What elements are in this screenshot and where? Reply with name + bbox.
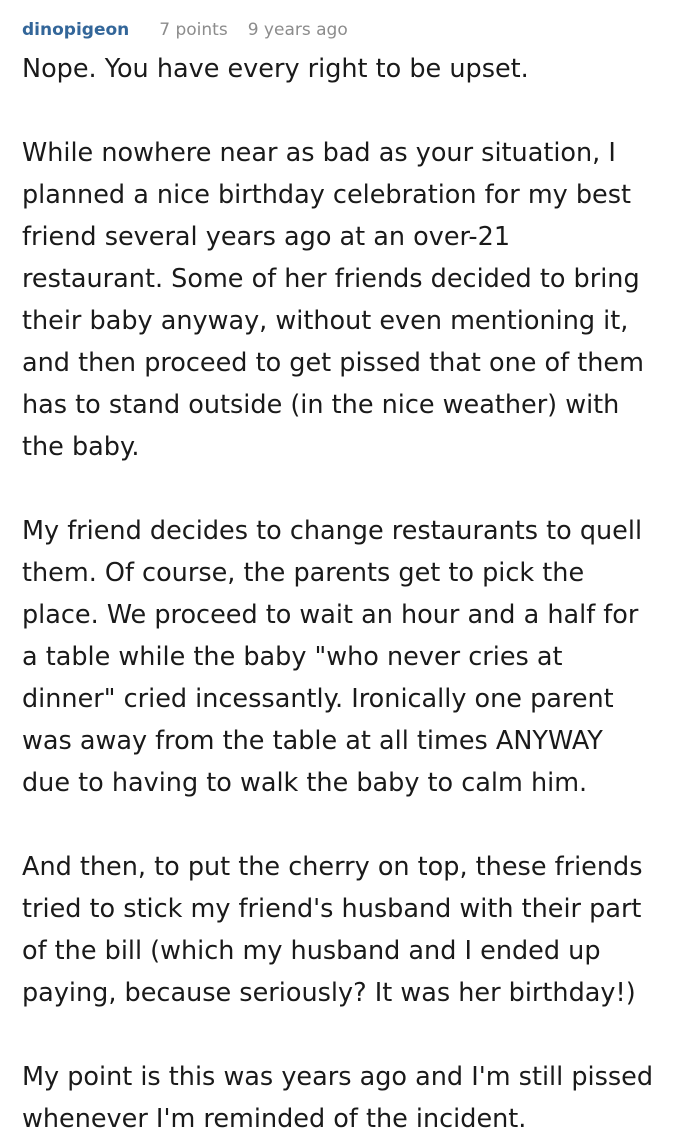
comment-paragraph: While nowhere near as bad as your situation, I planned a nice birthday celebration for my best friend several years ago at an over-21 restaurant. Some of her friends decided to bring their baby anyway, without even mentioning it, and then proceed to get pissed that one of them has to stand outside (in the nice weather) with the baby. xyxy=(22,138,644,462)
comment-timestamp[interactable]: 9 years ago xyxy=(247,20,348,40)
comment-paragraph: And then, to put the cherry on top, these friends tried to stick my friend's husband with their part of the bill (which my husband and I ended up paying, because seriously? It was her birthday!) xyxy=(22,852,643,1008)
comment-username[interactable]: dinopigeon xyxy=(22,20,130,40)
comment-paragraph: Nope. You have every right to be upset. xyxy=(22,54,529,84)
comment-points: 7 points xyxy=(159,20,228,40)
comment-body xyxy=(22,48,694,1140)
comment-paragraph: My friend decides to change restaurants to quell them. Of course, the parents get to pick the place. We proceed to wait an hour and a half for a table while the baby "who never cries at dinner" cried incessantly. Ironically one parent was away from the table at all times ANYWAY due to having to walk the baby to calm him. xyxy=(22,516,643,798)
comment xyxy=(22,0,694,1140)
comment-paragraph: My point is this was years ago and I'm still pissed whenever I'm reminded of the incident. xyxy=(22,1062,654,1134)
